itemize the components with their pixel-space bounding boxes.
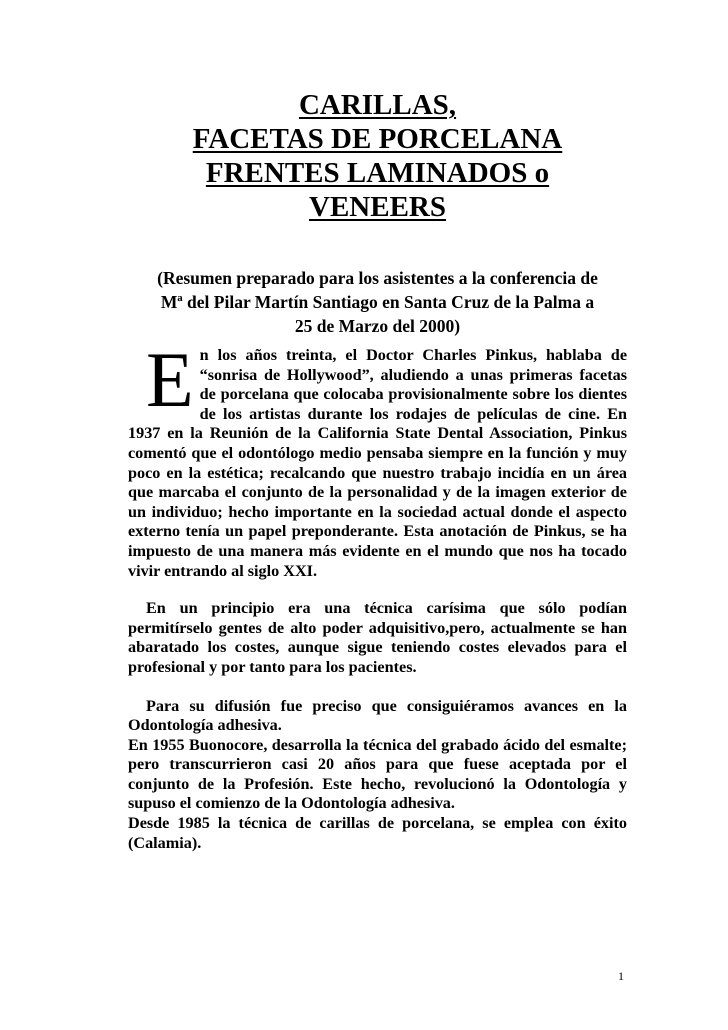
document-page bbox=[128, 88, 627, 853]
title-line-3: FRENTES LAMINADOS o bbox=[205, 157, 550, 189]
subtitle-line-1: (Resumen preparado para los asistentes a la conferencia de bbox=[157, 268, 598, 288]
subtitle-line-3: 25 de Marzo del 2000) bbox=[294, 316, 461, 336]
title-line-2: FACETAS DE PORCELANA bbox=[192, 123, 563, 155]
title-line-1: CARILLAS, bbox=[298, 89, 457, 121]
document-title bbox=[128, 88, 627, 224]
paragraph-2: En un principio era una técnica carísima que sólo podían permitírselo gentes de alto poder adquisitivo,pero, actualmente se han abaratado los costes, aunque sigue teniendo costes elevados para el profesional y por tanto para los pacientes. bbox=[128, 599, 627, 676]
document-subtitle bbox=[128, 266, 627, 338]
paragraph-3-line-3: Desde 1985 la técnica de carillas de porcelana, se emplea con éxito (Calamia). bbox=[128, 814, 627, 852]
paragraph-1 bbox=[128, 336, 627, 581]
page-number: 1 bbox=[618, 969, 624, 983]
subtitle-line-2: Mª del Pilar Martín Santiago en Santa Cruz de la Palma a bbox=[160, 292, 595, 312]
title-line-4: VENEERS bbox=[309, 191, 446, 223]
paragraph-1-text: n los años treinta, el Doctor Charles Pinkus, hablaba de “sonrisa de Hollywood”, aludiendo a unas primeras facetas de porcelana que colocaba provisionalmente sobre los dientes de los artistas durante los rodajes de películas de cine. En 1937 en la Reunión de la California State Dental Association, Pinkus comentó que el odontólogo medio pensaba siempre en la función y muy poco en la estética; recalcando que nuestro trabajo incidía en un área que marcaba el conjunto de la personalidad y de la imagen exterior de un individuo; hecho importante en la sociedad actual donde el aspecto externo tenía un papel preponderante. Esta anotación de Pinkus, se ha impuesto de una manera más evidente en el mundo que nos ha tocado vivir entrando al siglo XXI. bbox=[128, 346, 627, 580]
paragraph-3-line-1: Para su difusión fue preciso que consiguiéramos avances en la Odontología adhesiva. bbox=[128, 696, 627, 735]
paragraph-3-line-2: En 1955 Buonocore, desarrolla la técnica del grabado ácido del esmalte; pero transcurrieron casi 20 años para que fuese aceptada por el conjunto de la Profesión. Este hecho, revolucionó la Odontología y supuso el comienzo de la Odontología adhesiva. bbox=[128, 735, 627, 813]
paragraph-3 bbox=[128, 697, 627, 854]
drop-cap: E bbox=[146, 336, 194, 423]
